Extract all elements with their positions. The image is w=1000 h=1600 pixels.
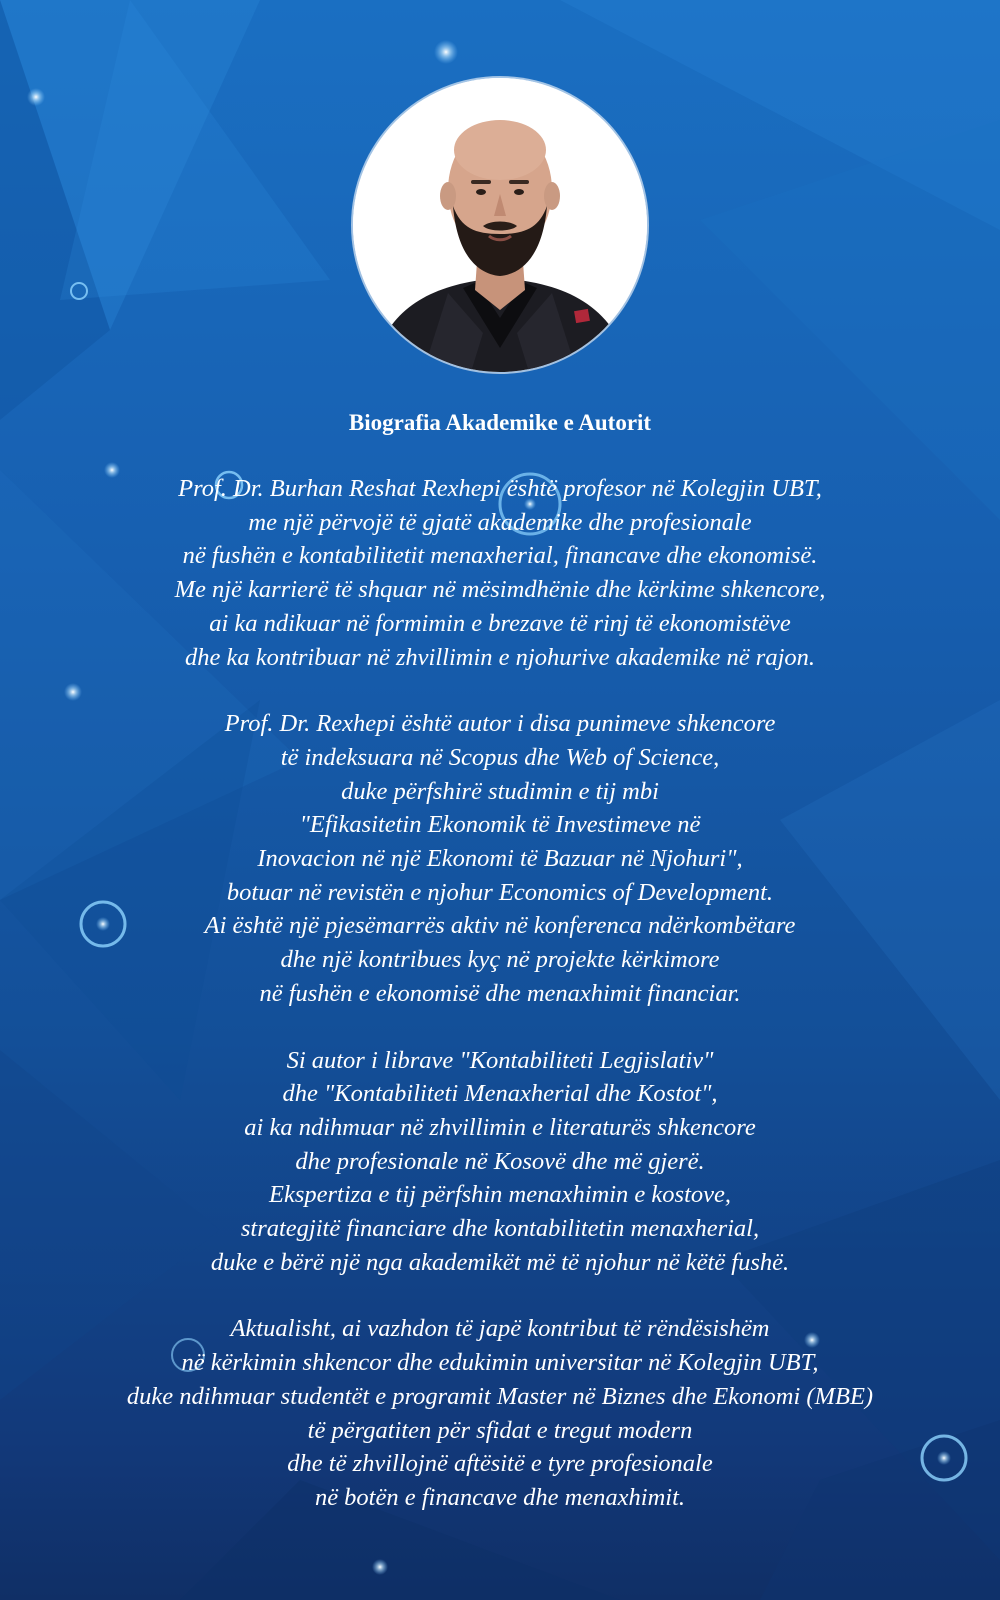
text-line: Si autor i librave "Kontabiliteti Legjislativ" <box>286 1046 714 1074</box>
text-line: botuar në revistën e njohur Economics of Development. <box>226 878 774 906</box>
text-line: në fushën e ekonomisë dhe menaxhimit financiar. <box>259 979 741 1007</box>
text-line: ai ka ndihmuar në zhvillimin e literaturës shkencore <box>244 1113 756 1141</box>
author-portrait <box>353 78 647 372</box>
text-line: Prof. Dr. Burhan Reshat Rexhepi është profesor në Kolegjin UBT, <box>178 475 822 502</box>
text-line: dhe "Kontabiliteti Menaxherial dhe Kostot", <box>282 1080 718 1108</box>
text-line: Ekspertiza e tij përfshin menaxhimin e kostove, <box>269 1181 731 1209</box>
biography-paragraph-1 <box>0 472 1000 674</box>
text-line: Ai është një pjesëmarrës aktiv në konferenca ndërkombëtare <box>204 912 796 940</box>
text-line: në fushën e kontabilitetit menaxherial, financave dhe ekonomisë. <box>182 542 818 570</box>
text-line: duke e bërë një nga akademikët më të njohur në këtë fushë. <box>210 1248 790 1276</box>
text-line: strategjitë financiare dhe kontabilitetin menaxherial, <box>240 1215 760 1243</box>
text-line: me një përvojë të gjatë akademike dhe profesionale <box>248 508 752 536</box>
text-line: dhe profesionale në Kosovë dhe më gjerë. <box>295 1147 705 1175</box>
text-line: në kërkimin shkencor dhe edukimin universitar në Kolegjin UBT, <box>181 1349 819 1377</box>
text-line: ai ka ndikuar në formimin e brezave të rinj të ekonomistëve <box>209 609 791 637</box>
text-line: Inovacion në një Ekonomi të Bazuar në Njohuri", <box>257 845 743 873</box>
page-title: Biografia Akademike e Autorit <box>348 410 652 435</box>
text-line: në botën e financave dhe menaxhimit. <box>314 1483 686 1511</box>
text-line: të indeksuara në Scopus dhe Web of Science, <box>280 743 720 771</box>
text-line: duke ndihmuar studentët e programit Master në Biznes dhe Ekonomi (MBE) <box>126 1382 874 1410</box>
text-line: Me një karrierë të shquar në mësimdhënie dhe kërkime shkencore, <box>174 576 826 604</box>
text-line: dhe një kontribues kyç në projekte kërkimore <box>280 946 720 974</box>
biography-section <box>0 407 1000 1548</box>
biography-paragraph-2 <box>0 707 1000 1010</box>
text-line: të përgatiten për sfidat e tregut modern <box>307 1416 693 1444</box>
text-line: duke përfshirë studimin e tij mbi <box>341 777 659 805</box>
text-line: Aktualisht, ai vazhdon të japë kontribut të rëndësishëm <box>230 1315 770 1343</box>
text-line: Prof. Dr. Rexhepi është autor i disa punimeve shkencore <box>224 710 776 738</box>
text-line: dhe ka kontribuar në zhvillimin e njohurive akademike në rajon. <box>184 643 816 671</box>
text-line: "Efikasitetin Ekonomik të Investimeve në <box>299 811 701 839</box>
text-line: dhe të zhvillojnë aftësitë e tyre profesionale <box>287 1450 713 1478</box>
biography-paragraph-4 <box>0 1312 1000 1514</box>
biography-paragraph-3 <box>0 1044 1000 1280</box>
